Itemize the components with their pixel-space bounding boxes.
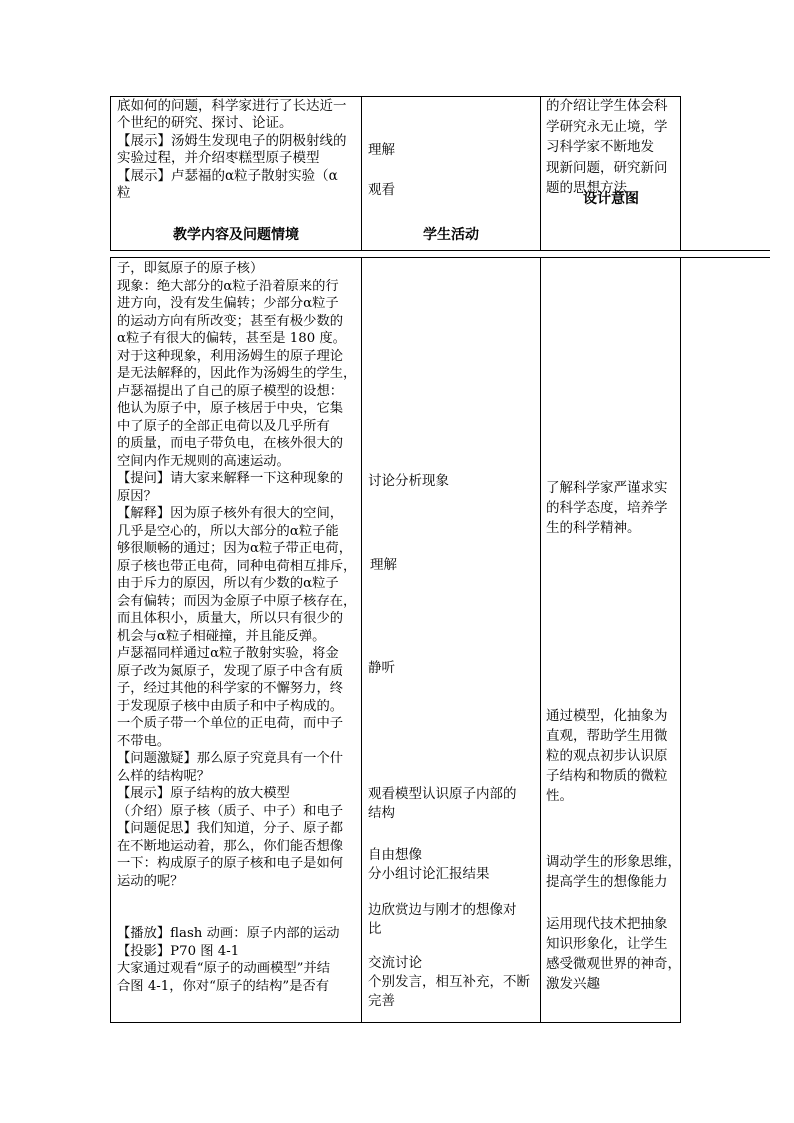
design-imagination [546,852,681,892]
content-line: 【问题激疑】那么原子究竟具有一个什 [117,751,344,766]
design-scientific-attitude [546,478,668,538]
content-line: 原子改为氮原子，发现了原子中含有质 [117,663,344,679]
activity-discuss-phenomenon [368,472,449,491]
content-line: 卢瑟福提出了自己的原子模型的设想： [117,383,344,399]
activity-listen [368,659,395,678]
content-line [117,890,357,908]
design-line: 习科学家不断地发 [546,139,654,155]
content-line: 实验过程，并介绍枣糕型原子模型 [117,150,320,167]
content-line: 一下：构成原子的原子核和电子是如何 [117,856,344,871]
design-line: 通过模型，化抽象为 [546,708,668,724]
top-activity-understand: 理解 [368,142,395,158]
content-line: 【提问】请大家来解释一下这种现象的 [117,471,344,486]
content-line: 是无法解释的，因此作为汤姆生的学生， [117,366,357,381]
content-line: 大家通过观看“原子的动画模型”并结 [117,961,331,976]
activity-imagine [368,846,490,884]
top-table-divider-2 [540,96,541,251]
activity-understand [370,556,397,575]
design-line: 题的思想方法 [546,180,627,196]
design-line: 性。 [546,788,573,804]
content-line: 子，经过其他的科学家的不懈努力，终 [117,681,344,696]
content-line: 合图 4-1，你对“原子的结构”是否有 [117,978,330,994]
activity-line: 交流讨论 [368,955,422,971]
content-line: 底如何的问题，科学家进行了长达近一 [117,98,347,114]
activity-line: 边欣赏边与刚才的想像对 [368,902,517,918]
activity-line: 结构 [368,805,395,821]
activity-exchange [368,954,530,1011]
design-line: 直观，帮助学生用微 [546,728,668,744]
design-line: 知识形象化，让学生 [546,936,668,952]
content-line: 于发现原子核中由质子和中子构成的。 [117,698,344,714]
content-line: 而且体积小，质量大，所以只有很少的 [117,611,344,626]
activity-line: 分小组讨论汇报结果 [368,866,490,882]
content-line: （介绍）原子核（质子、中子）和电子 [117,803,344,819]
design-line: 了解科学家严谨求实 [546,480,668,496]
content-line: 子，即氦原子的原子核） [117,261,264,276]
design-line: 的科学态度，培养学 [546,500,668,516]
content-line: 几乎是空心的，所以大部分的α粒子能 [117,523,339,539]
content-line: 【展示】卢瑟福的α粒子散射实验（α [117,167,338,184]
content-line: 不带电。 [117,733,171,749]
content-line: 在不断地运动着，那么，你们能否想像 [117,838,344,854]
content-line: 机会与α粒子相碰撞，并且能反弹。 [117,628,326,644]
design-line: 粒的观点初步认识原 [546,748,668,764]
activity-line: 自由想像 [368,847,422,863]
content-line: 对于这种现象，利用汤姆生的原子理论 [117,348,344,364]
top-activity-watch: 观看 [368,182,395,198]
content-line: 【播放】flash 动画：原子内部的运动 [117,926,340,941]
content-line: 【问题促思】我们知道，分子、原子都 [117,821,344,836]
content-line: 进方向，没有发生偏转；少部分α粒子 [117,296,339,311]
content-line: α粒子有很大的偏转，甚至是 180 度。 [117,331,346,346]
content-line: 空间内作无规则的高速运动。 [117,453,290,469]
content-line: 够很顺畅的通过；因为α粒子带正电荷， [117,541,353,556]
design-line: 调动学生的形象思维， [546,854,681,870]
header-design-intent: 设计意图 [583,191,639,207]
design-line: 学研究永无止境，学 [546,118,668,135]
activity-line: 完善 [368,993,395,1009]
main-table-extension-line [680,257,770,258]
header-student-activity: 学生活动 [423,227,479,243]
main-content-cell [117,260,357,995]
content-line: 的运动方向有所改变；甚至有极少数的 [117,313,344,329]
design-line: 现新问题，研究新问 [546,159,668,176]
design-line: 子结构和物质的微粒 [546,768,668,784]
content-line: 运动的呢？ [117,873,184,889]
design-line: 生的科学精神。 [546,520,641,536]
content-line: 一个质子带一个单位的正电荷，而中子 [117,716,344,731]
top-content-cell [117,98,357,202]
content-line: 他认为原子中，原子核居于中央，它集 [117,401,344,416]
design-line: 的介绍让学生体会科 [546,98,668,114]
content-line: 粒 [117,185,131,202]
activity-line: 理解 [370,557,397,573]
content-line: 么样的结构呢？ [117,768,211,784]
main-table-divider-1 [361,257,362,1023]
content-line: 【解释】因为原子核外有很大的空间， [117,506,344,521]
content-line: 个世纪的研究、探讨、论证。 [117,115,293,132]
design-model-intuition [546,706,668,806]
top-table-extension-line [680,250,770,251]
activity-line: 讨论分析现象 [368,473,449,489]
activity-view-model [368,785,517,823]
content-line: 【展示】原子结构的放大模型 [117,786,290,801]
activity-line: 静听 [368,660,395,676]
content-line: 由于斥力的原因，所以有少数的α粒子 [117,576,339,591]
design-line: 运用现代技术把抽象 [546,916,668,932]
activity-compare [368,901,517,939]
top-design-cell [546,96,676,199]
content-line: 原子核也带正电荷，同种电荷相互排斥， [117,558,357,574]
content-line [117,908,357,926]
main-table-divider-2 [540,257,541,1023]
design-modern-technology [546,914,681,994]
activity-line: 观看模型认识原子内部的 [368,786,517,802]
design-line: 提高学生的想像能力 [546,874,668,890]
content-line: 会有偏转；而因为金原子中原子核存在， [117,593,357,609]
content-line: 的质量，而电子带负电，在核外很大的 [117,436,344,451]
design-line: 激发兴趣 [546,976,600,992]
activity-line: 比 [368,921,382,937]
content-line: 卢瑟福同样通过α粒子散射实验，将金 [117,646,339,661]
content-line: 【展示】汤姆生发现电子的阴极射线的 [117,132,347,149]
content-line: 【投影】P70 图 4-1 [117,943,240,959]
design-line: 感受微观世界的神奇， [546,956,681,972]
activity-line: 个别发言，相互补充，不断 [368,974,530,990]
content-line: 中了原子的全部正电荷以及几乎所有 [117,418,330,434]
header-teaching-content: 教学内容及问题情境 [173,227,299,243]
content-line: 现象：绝大部分的α粒子沿着原来的行 [117,278,339,294]
content-line: 原因？ [117,488,157,504]
